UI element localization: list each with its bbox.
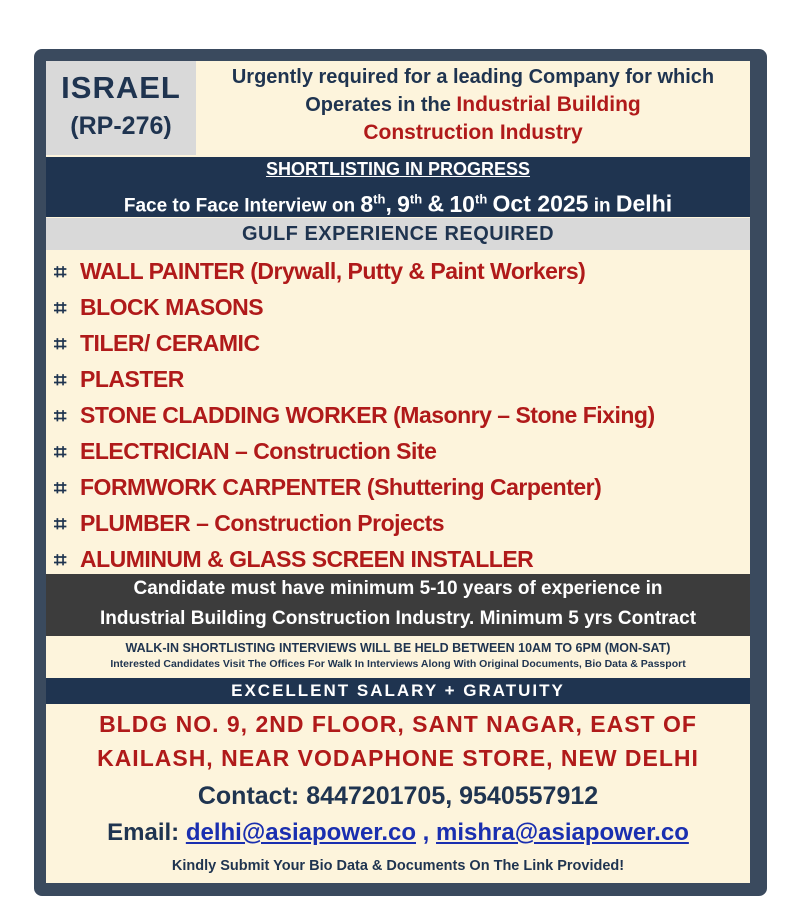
experience-line-2: Industrial Building Construction Industry. Minimum 5 yrs Contract: [99, 608, 697, 629]
intro-line-3: Construction Industry: [363, 121, 583, 144]
list-item: ⌗ ALUMINUM & GLASS SCREEN INSTALLER: [54, 541, 750, 577]
list-item: ⌗ PLUMBER – Construction Projects: [54, 505, 750, 541]
contact-phones: 8447201705, 9540557912: [306, 782, 599, 810]
email-label: Email:: [107, 819, 180, 846]
hash-bullet-icon: ⌗: [54, 331, 66, 356]
email-link-mishra[interactable]: mishra@asiapower.co: [436, 819, 689, 846]
list-item: ⌗ ELECTRICIAN – Construction Site: [54, 433, 750, 469]
shortlisting-banner: SHORTLISTING IN PROGRESS: [46, 157, 750, 181]
email-line: [46, 816, 750, 850]
interview-date-2: 9th: [397, 190, 423, 217]
interview-city: Delhi: [615, 190, 673, 217]
country-name: ISRAEL: [61, 70, 181, 105]
interview-banner: Face to Face Interview on 8th, 9th & 10th Oct 2025 in Delhi: [46, 181, 750, 217]
walkin-line-1: WALK-IN SHORTLISTING INTERVIEWS WILL BE HELD BETWEEN 10AM TO 6PM (MON-SAT): [125, 641, 671, 655]
intro-line-2: [196, 93, 750, 117]
address-line-2: KAILASH, NEAR VODAPHONE STORE, NEW DELHI: [97, 745, 699, 771]
list-item: ⌗ BLOCK MASONS: [54, 289, 750, 325]
list-item: ⌗ WALL PAINTER (Drywall, Putty & Paint Workers): [54, 253, 750, 289]
poster: [46, 61, 750, 883]
hash-bullet-icon: ⌗: [54, 475, 66, 500]
gulf-experience-banner: GULF EXPERIENCE REQUIRED: [46, 218, 750, 250]
experience-requirement: [46, 574, 750, 636]
experience-line-1: Candidate must have minimum 5-10 years of experience in: [133, 578, 663, 599]
email-link-delhi[interactable]: delhi@asiapower.co: [185, 819, 416, 846]
ampersand: &: [427, 190, 445, 217]
office-address: [46, 707, 750, 775]
hash-bullet-icon: ⌗: [54, 511, 66, 536]
hash-bullet-icon: ⌗: [54, 547, 66, 572]
contact-label: Contact:: [197, 782, 300, 810]
hash-bullet-icon: ⌗: [54, 403, 66, 428]
in-word: in: [593, 195, 611, 217]
country-box: [46, 61, 196, 155]
list-item: ⌗ TILER/ CERAMIC: [54, 325, 750, 361]
hash-bullet-icon: ⌗: [54, 439, 66, 464]
submit-note: Kindly Submit Your Bio Data & Documents On The Link Provided!: [171, 858, 625, 874]
hash-bullet-icon: ⌗: [54, 295, 66, 320]
interview-date-1: 8th: [360, 190, 386, 217]
list-item: ⌗ PLASTER: [54, 361, 750, 397]
address-line-1: BLDG NO. 9, 2ND FLOOR, SANT NAGAR, EAST OF: [99, 711, 697, 737]
reference-code: (RP-276): [70, 112, 172, 140]
salary-banner: EXCELLENT SALARY + GRATUITY: [46, 678, 750, 704]
hash-bullet-icon: ⌗: [54, 259, 66, 284]
interview-prefix: Face to Face Interview on: [123, 195, 356, 217]
job-list: [54, 253, 750, 577]
list-item: ⌗ STONE CLADDING WORKER (Masonry – Stone Fixing): [54, 397, 750, 433]
intro-line-2-prefix: Operates in the: [305, 94, 451, 116]
intro-text: [196, 61, 750, 155]
intro-line-1: Urgently required for a leading Company for which: [231, 66, 715, 88]
list-item: ⌗ FORMWORK CARPENTER (Shuttering Carpenter): [54, 469, 750, 505]
walkin-line-2: Interested Candidates Visit The Offices For Walk In Interviews Along With Original Documents, Bio Data & Passport: [110, 658, 686, 670]
hash-bullet-icon: ⌗: [54, 367, 66, 392]
industry-highlight: Industrial Building: [456, 93, 641, 116]
email-separator: ,: [422, 819, 430, 846]
interview-month-year: Oct 2025: [492, 190, 589, 217]
interview-date-3: 10th: [449, 190, 488, 217]
contact-line: [46, 779, 750, 813]
walkin-info: [46, 638, 750, 676]
